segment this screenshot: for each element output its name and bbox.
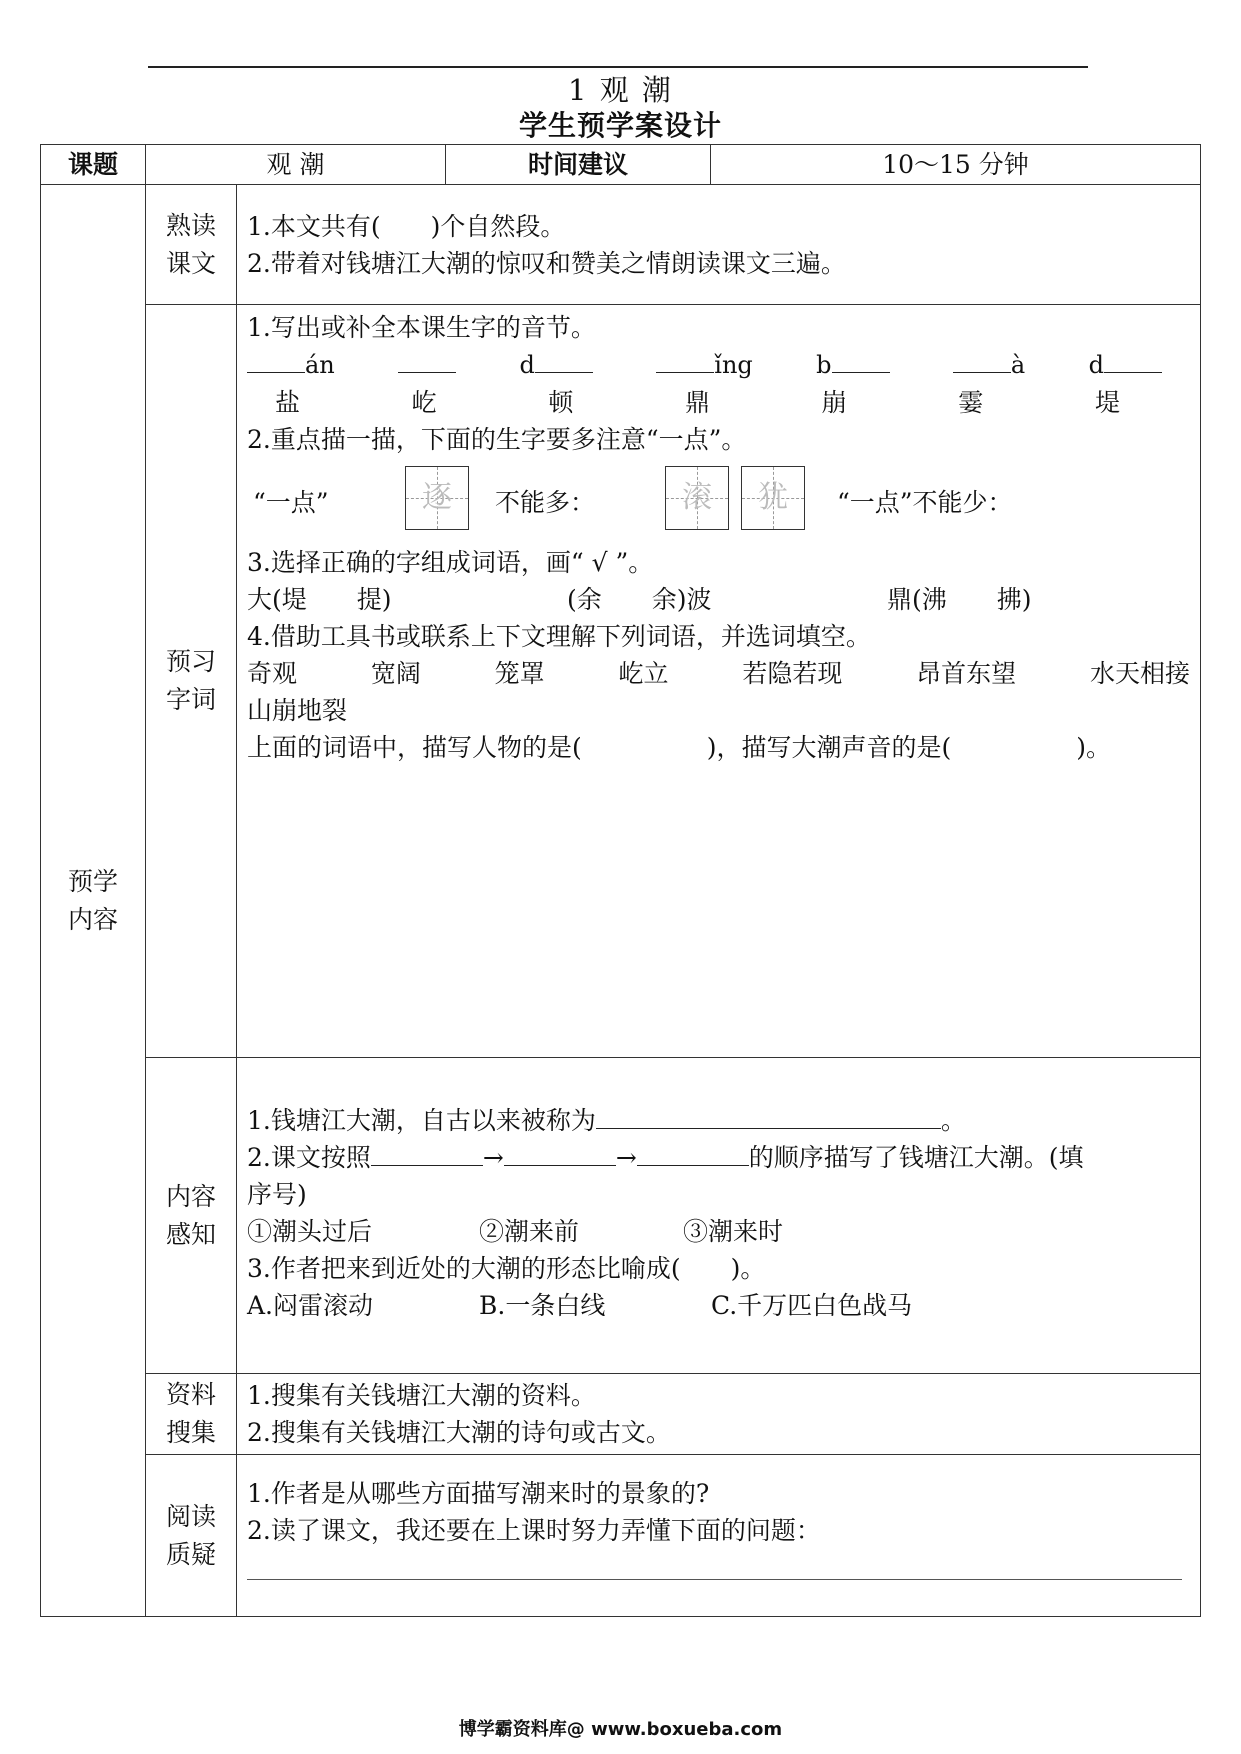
research-section	[41, 1374, 1201, 1455]
topic-value: 观 潮	[146, 145, 446, 185]
research-line-1: 1.搜集有关钱塘江大潮的资料。	[247, 1381, 596, 1410]
question-line-1: 1.作者是从哪些方面描写潮来时的景象的?	[247, 1479, 710, 1508]
content-section	[41, 1058, 1201, 1374]
order-options: ①潮头过后 ②潮来前 ③潮来时	[247, 1217, 784, 1246]
read-line-1: 1.本文共有( )个自然段。	[247, 211, 566, 241]
char-row: 盐 屹 顿 鼎 崩 霎 堤	[275, 388, 1120, 417]
read-label: 熟读 课文	[146, 185, 237, 305]
grid-box-3: 犹	[741, 466, 805, 530]
lesson-title: 1 观 潮	[568, 73, 673, 107]
question-label: 阅读 质疑	[146, 1455, 237, 1617]
preview-q2: 2.重点描一描，下面的生字要多注意“一点”。	[247, 425, 747, 454]
read-section	[41, 185, 1201, 305]
time-label: 时间建议	[446, 145, 711, 185]
content-q1: 1.钱塘江大潮，自古以来被称为 。	[247, 1102, 1190, 1139]
content-q3: 3.作者把来到近处的大潮的形态比喻成( )。	[247, 1254, 766, 1283]
grid-box-2: 滚	[665, 466, 729, 530]
preview-section	[41, 305, 1201, 1058]
read-line-2: 2.带着对钱塘江大潮的惊叹和赞美之情朗读课文三遍。	[247, 248, 846, 278]
header-row	[41, 145, 1201, 185]
topic-label: 课题	[41, 145, 146, 185]
question-section	[41, 1455, 1201, 1617]
fill-blank-sentence: 上面的词语中，描写人物的是( )，描写大潮声音的是( )。	[247, 733, 1112, 762]
research-line-2: 2.搜集有关钱塘江大潮的诗句或古文。	[247, 1418, 671, 1447]
footer-watermark: 博学霸资料库@ www.boxueba.com	[458, 1719, 783, 1740]
preview-q3: 3.选择正确的字组成词语，画“ √ ”。	[247, 548, 654, 577]
page-subtitle: 学生预学案设计	[518, 109, 722, 142]
content-label: 内容 感知	[146, 1058, 237, 1374]
worksheet-table	[40, 144, 1201, 1617]
pinyin-row: án d ǐng b à d	[247, 346, 1190, 384]
preview-label: 预习 字词	[146, 305, 237, 1058]
preview-q1: 1.写出或补全本课生字的音节。	[247, 313, 596, 342]
question-line-2: 2.读了课文，我还要在上课时努力弄懂下面的问题：	[247, 1516, 821, 1545]
research-label: 资料 搜集	[146, 1374, 237, 1455]
content-q2: 2.课文按照 → → 的顺序描写了钱塘江大潮。(填	[247, 1139, 1190, 1176]
dot-practice-row: “一点” 逐 不能多： 滚 犹 “一点”不能少：	[247, 466, 1190, 538]
content-q2-cont: 序号)	[247, 1180, 307, 1209]
grid-box-1: 逐	[405, 466, 469, 530]
word-list: 奇观 宽阔 笼罩 屹立 若隐若现 昂首东望 水天相接	[247, 659, 1190, 688]
outer-label: 预学 内容	[41, 185, 146, 1617]
answer-options: A.闷雷滚动 B.一条白线 C.千万匹白色战马	[247, 1291, 913, 1320]
word-list-last: 山崩地裂	[247, 696, 348, 725]
answer-line	[247, 1579, 1182, 1580]
choice-items: 大(堤 提) (余 余)波 鼎(沸 拂)	[247, 585, 1032, 614]
preview-q4: 4.借助工具书或联系上下文理解下列词语，并选词填空。	[247, 622, 871, 651]
time-value: 10～15 分钟	[711, 145, 1201, 185]
